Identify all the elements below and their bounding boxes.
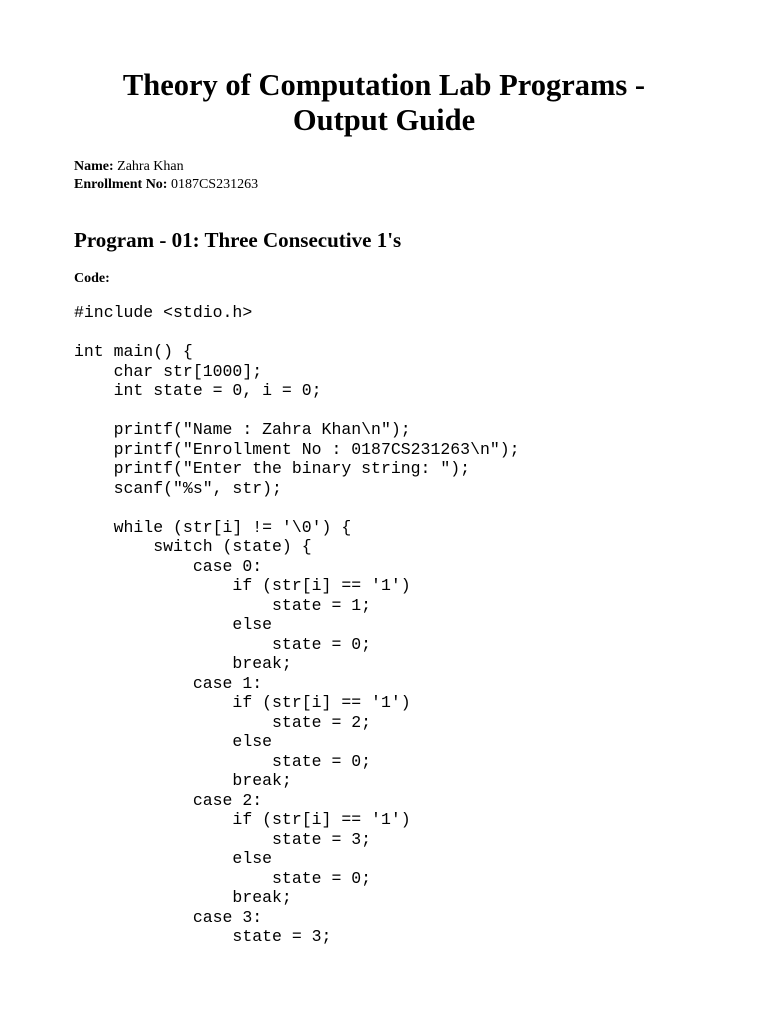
code-line: state = 2; (74, 712, 372, 732)
enrollment-line (74, 176, 258, 194)
code-line: else (74, 732, 273, 751)
name-line (74, 158, 258, 176)
name-value: Zahra Khan (117, 159, 184, 174)
code-line (74, 401, 520, 421)
enrollment-value: 0187CS231263 (170, 177, 259, 192)
code-line: else (74, 615, 273, 634)
code-line: case 3: (74, 907, 263, 927)
code-line: while (str[i] != '\0') { (74, 517, 352, 537)
code-line: break; (74, 771, 292, 790)
code-line: int state = 0, i = 0; (74, 381, 322, 400)
code-line: state = 0; (74, 751, 372, 771)
code-line: state = 0; (74, 634, 372, 654)
code-line: case 0: (74, 556, 263, 576)
code-label: Code: (74, 271, 110, 286)
document-title-line-2: Output Guide (292, 103, 476, 137)
code-line: char str[1000]; (74, 361, 263, 381)
code-line: printf("Name : Zahra Khan\n"); (74, 420, 411, 439)
code-line: int main() { (74, 342, 193, 361)
code-line: break; (74, 888, 292, 907)
code-line: state = 3; (74, 927, 332, 946)
program-heading: Program - 01: Three Consecutive 1's (74, 228, 402, 252)
code-block (74, 303, 520, 947)
code-line: state = 3; (74, 829, 372, 849)
name-label: Name: (74, 159, 114, 174)
student-info (74, 158, 258, 194)
code-line: #include <stdio.h> (74, 303, 253, 322)
code-line: printf("Enrollment No : 0187CS231263\n"); (74, 439, 520, 459)
code-line: case 1: (74, 673, 263, 693)
code-line: if (str[i] == '1') (74, 693, 411, 712)
code-line (74, 323, 520, 343)
code-line: state = 1; (74, 595, 372, 615)
code-line: state = 0; (74, 868, 372, 888)
code-line: case 2: (74, 790, 263, 810)
code-line: printf("Enter the binary string: "); (74, 459, 471, 478)
code-line: if (str[i] == '1') (74, 810, 411, 829)
code-line: if (str[i] == '1') (74, 576, 411, 595)
code-line: scanf("%s", str); (74, 478, 282, 498)
code-line: else (74, 849, 273, 868)
code-line: break; (74, 654, 292, 673)
document-title-line-1: Theory of Computation Lab Programs - (122, 68, 646, 102)
enrollment-label: Enrollment No: (74, 177, 168, 192)
document-title (0, 68, 768, 138)
code-line (74, 498, 520, 518)
code-line: switch (state) { (74, 537, 312, 556)
